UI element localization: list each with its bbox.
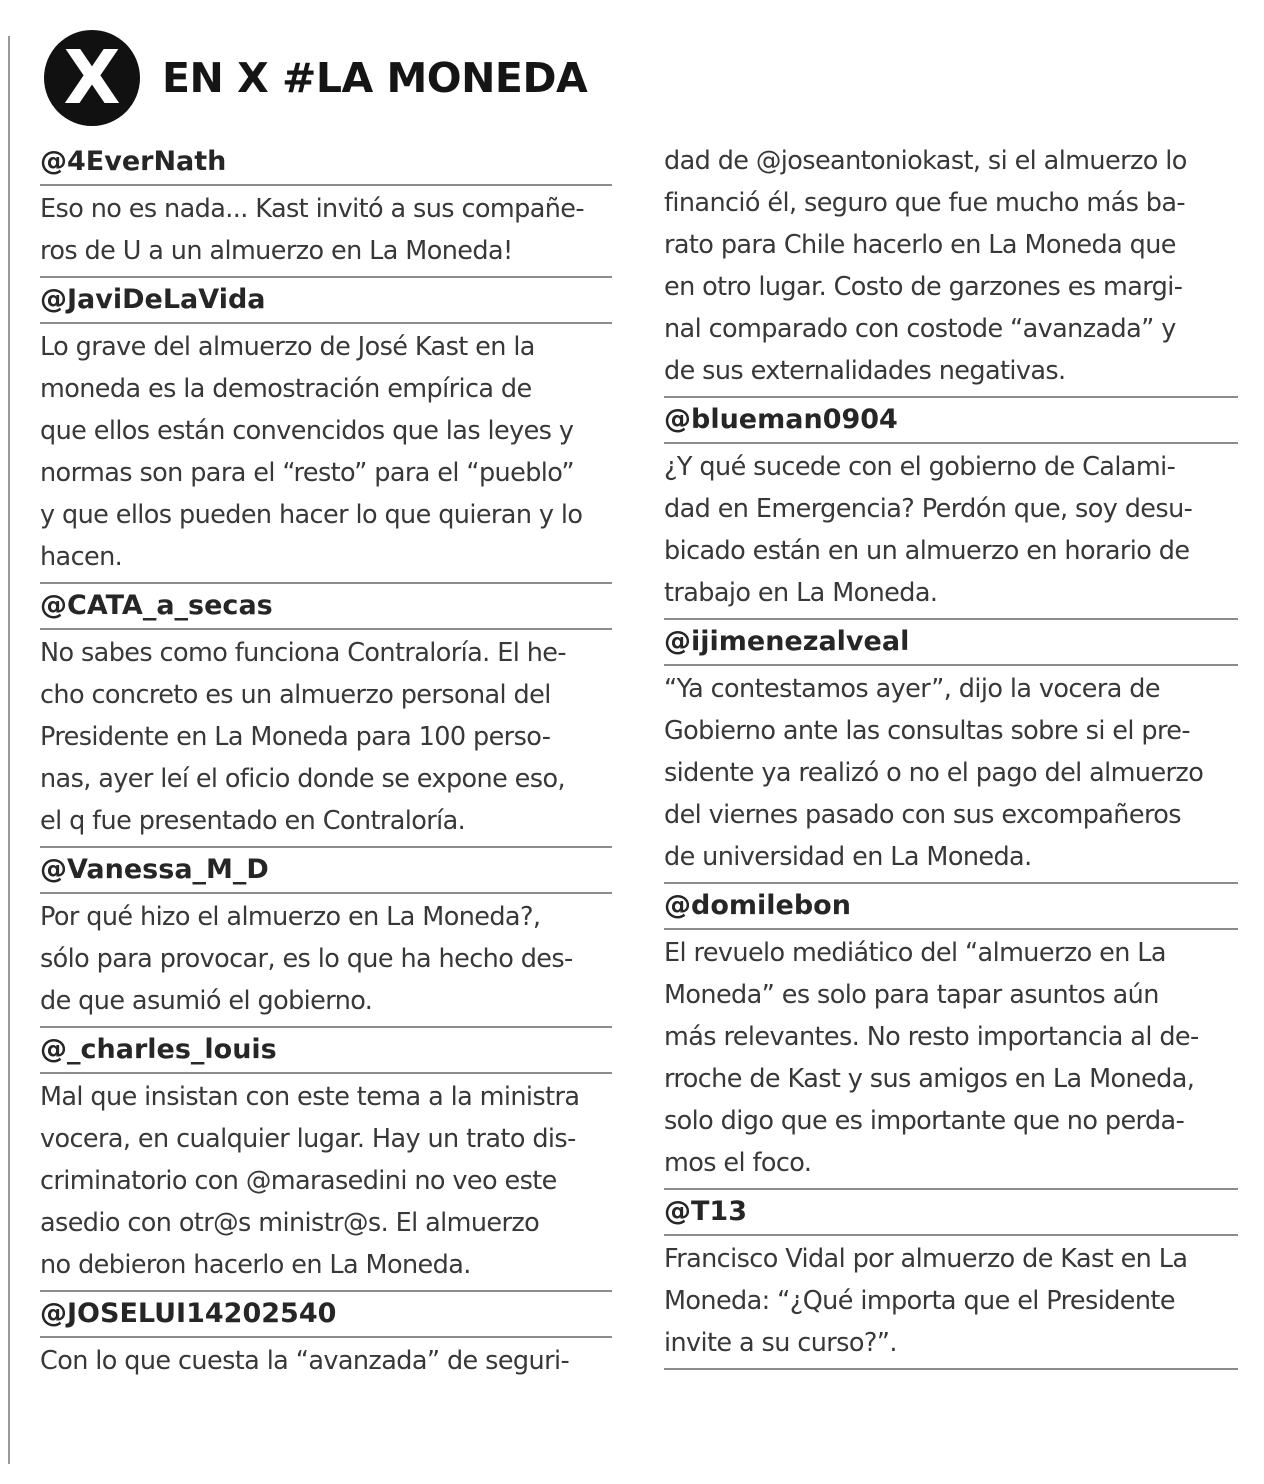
- post-text-line: el q fue presentado en Contraloría.: [40, 806, 466, 836]
- post-text-line: Presidente en La Moneda para 100 perso-: [40, 722, 551, 752]
- post-handle[interactable]: @ijimenezalveal: [664, 620, 1238, 666]
- post-text-line: de universidad en La Moneda.: [664, 842, 1032, 872]
- post-text-line: dad de @joseantoniokast, si el almuerzo lo: [664, 146, 1187, 176]
- post-text-line: Francisco Vidal por almuerzo de Kast en La: [664, 1244, 1188, 1274]
- post-text-line: Por qué hizo el almuerzo en La Moneda?,: [40, 902, 541, 932]
- post-text: [664, 666, 1238, 884]
- post-text-line: en otro lugar. Costo de garzones es margi-: [664, 272, 1183, 302]
- x-logo-icon: X: [44, 30, 140, 126]
- post-text-line: moneda es la demostración empírica de: [40, 374, 532, 404]
- post-text-line: asedio con otr@s ministr@s. El almuerzo: [40, 1208, 540, 1238]
- post-text: [40, 324, 612, 584]
- post-text-line: trabajo en La Moneda.: [664, 578, 938, 608]
- right-column: [664, 140, 1238, 1370]
- post-text-line: Lo grave del almuerzo de José Kast en la: [40, 332, 535, 362]
- post-text-line: normas son para el “resto” para el “pueblo”: [40, 458, 574, 488]
- post-text-line: de que asumió el gobierno.: [40, 986, 373, 1016]
- post-handle[interactable]: @_charles_louis: [40, 1028, 612, 1074]
- post-text-line: bicado están en un almuerzo en horario de: [664, 536, 1190, 566]
- post-text-line: nas, ayer leí el oficio donde se expone eso,: [40, 764, 565, 794]
- post-text-line: ¿Y qué sucede con el gobierno de Calami-: [664, 452, 1176, 482]
- post-text-line: Con lo que cuesta la “avanzada” de seguri-: [40, 1346, 570, 1376]
- post-text-line: criminatorio con @marasedini no veo este: [40, 1166, 557, 1196]
- post-text-line: dad en Emergencia? Perdón que, soy desu-: [664, 494, 1193, 524]
- post-text: [40, 186, 612, 278]
- post-text-line: mos el foco.: [664, 1148, 812, 1178]
- post-text-line: No sabes como funciona Contraloría. El he-: [40, 638, 566, 668]
- post-text-line: Moneda” es solo para tapar asuntos aún: [664, 980, 1159, 1010]
- post-text-line: del viernes pasado con sus excompañeros: [664, 800, 1181, 830]
- post-text-line: El revuelo mediático del “almuerzo en La: [664, 938, 1166, 968]
- post-handle[interactable]: @domilebon: [664, 884, 1238, 930]
- section-header: [44, 28, 587, 128]
- post-handle[interactable]: @JOSELUI14202540: [40, 1292, 612, 1338]
- post-text-line: nal comparado con costode “avanzada” y: [664, 314, 1176, 344]
- post-handle[interactable]: @CATA_a_secas: [40, 584, 612, 630]
- post-text: [40, 894, 612, 1028]
- post-text-line: sidente ya realizó o no el pago del almuerzo: [664, 758, 1204, 788]
- post-text: [664, 1236, 1238, 1370]
- post-text-line: no debieron hacerlo en La Moneda.: [40, 1250, 471, 1280]
- post-handle[interactable]: @blueman0904: [664, 398, 1238, 444]
- post-handle[interactable]: @Vanessa_M_D: [40, 848, 612, 894]
- post-text: [40, 1338, 612, 1386]
- post-text-line: vocera, en cualquier lugar. Hay un trato dis-: [40, 1124, 576, 1154]
- post-text-line: Eso no es nada... Kast invitó a sus compañe-: [40, 194, 584, 224]
- post-text-line: hacen.: [40, 542, 123, 572]
- post-text-line: de sus externalidades negativas.: [664, 356, 1066, 386]
- post-text-line: solo digo que es importante que no perda-: [664, 1106, 1185, 1136]
- post-text-line: Gobierno ante las consultas sobre si el pre-: [664, 716, 1190, 746]
- post-text: [664, 930, 1238, 1190]
- post-text-line: más relevantes. No resto importancia al de-: [664, 1022, 1199, 1052]
- section-title: EN X #LA MONEDA: [162, 54, 588, 102]
- post-text-line: financió él, seguro que fue mucho más ba-: [664, 188, 1185, 218]
- post-text-line: Moneda: “¿Qué importa que el Presidente: [664, 1286, 1175, 1316]
- post-text-line: y que ellos pueden hacer lo que quieran y lo: [40, 500, 583, 530]
- column-rule: [8, 36, 10, 1464]
- post-text-line: “Ya contestamos ayer”, dijo la vocera de: [664, 674, 1160, 704]
- post-text: [40, 630, 612, 848]
- left-column: [40, 140, 612, 1386]
- post-text: [40, 1074, 612, 1292]
- post-handle[interactable]: @4EverNath: [40, 140, 612, 186]
- post-text-line: invite a su curso?”.: [664, 1328, 897, 1358]
- post-text-line: ros de U a un almuerzo en La Moneda!: [40, 236, 513, 266]
- post-text-line: Mal que insistan con este tema a la ministra: [40, 1082, 580, 1112]
- post-handle[interactable]: @JaviDeLaVida: [40, 278, 612, 324]
- post-text-line: sólo para provocar, es lo que ha hecho des-: [40, 944, 573, 974]
- post-text-line: cho concreto es un almuerzo personal del: [40, 680, 551, 710]
- post-text-line: rato para Chile hacerlo en La Moneda que: [664, 230, 1176, 260]
- post-text: [664, 444, 1238, 620]
- post-text-continuation: [664, 140, 1238, 398]
- post-text-line: que ellos están convencidos que las leyes y: [40, 416, 574, 446]
- post-text-line: rroche de Kast y sus amigos en La Moneda,: [664, 1064, 1195, 1094]
- post-handle[interactable]: @T13: [664, 1190, 1238, 1236]
